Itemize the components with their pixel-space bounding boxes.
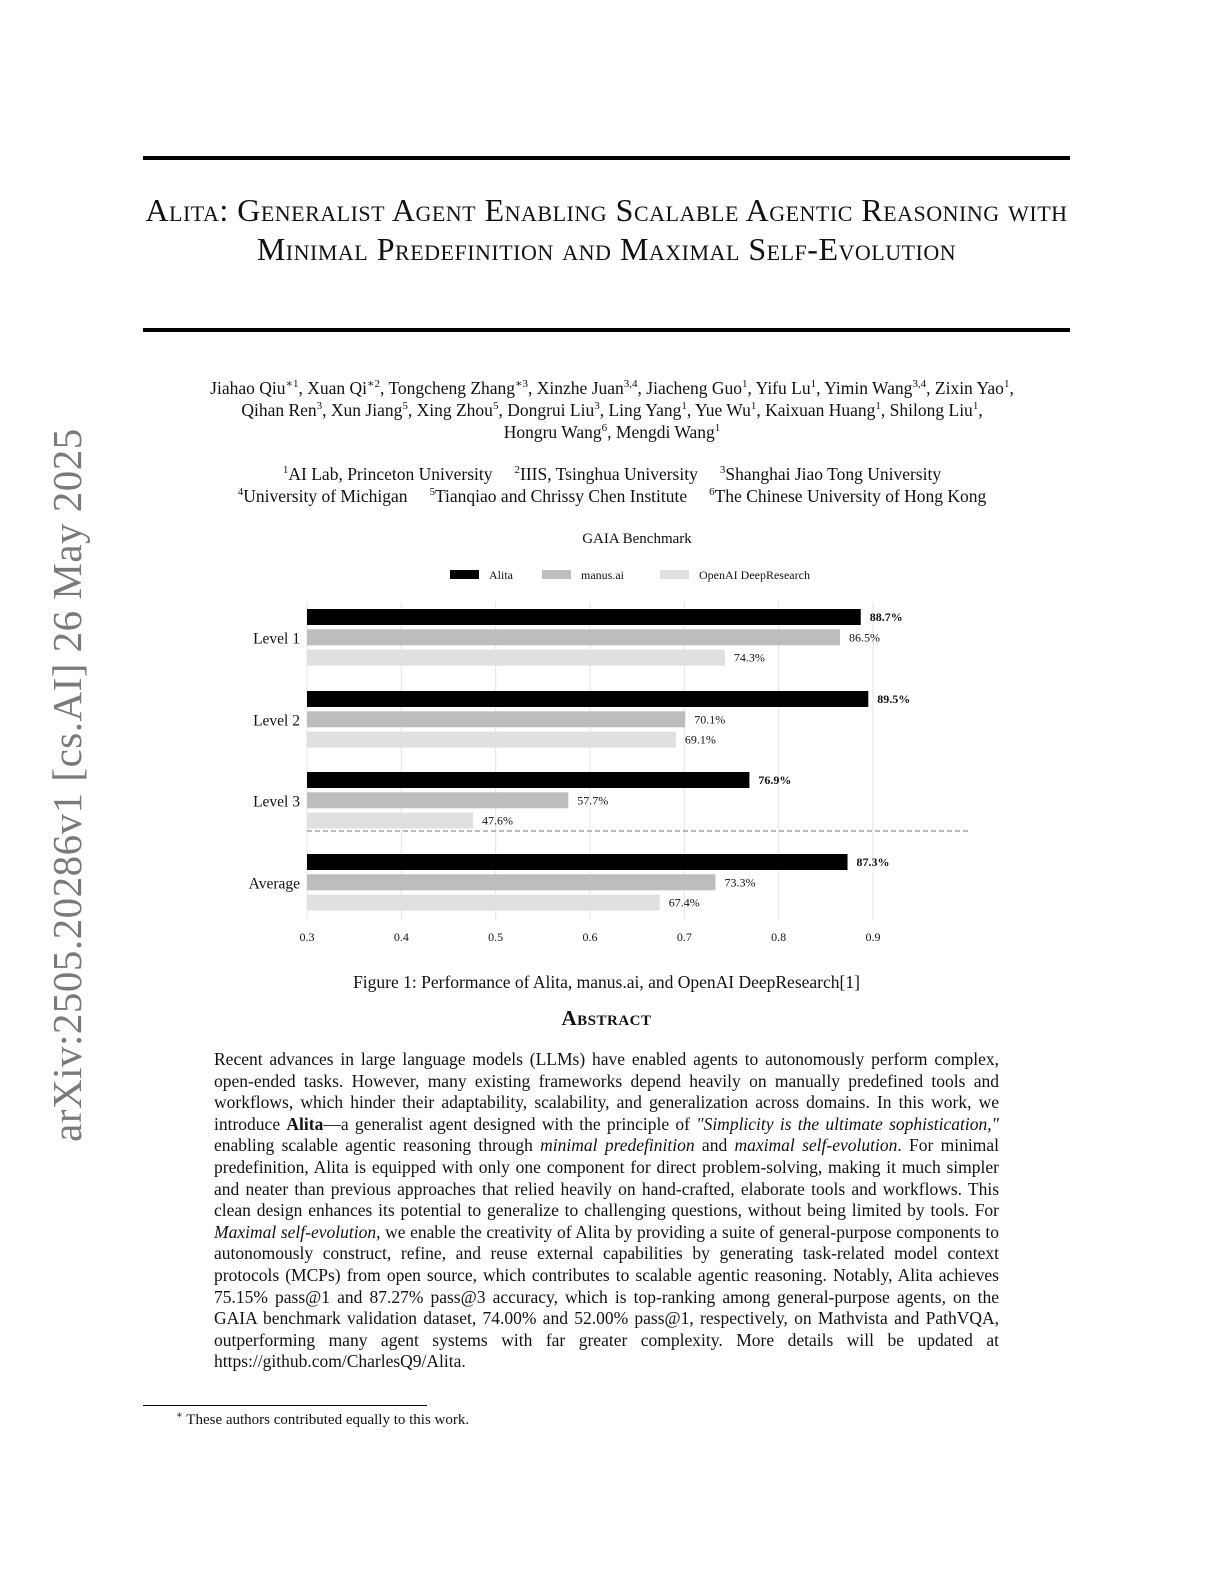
- author-affiliation-mark: 1: [681, 400, 687, 413]
- category-label: Level 2: [253, 712, 300, 730]
- x-tick-label: 0.5: [488, 930, 504, 944]
- footnote: [176, 1410, 469, 1429]
- author-affiliation-mark: 1: [972, 400, 979, 413]
- abstract-segment: Recent advances in large language models (LLMs) have enabled agents to autonomously perform complex, open-ended tasks. However, many existing frameworks depend heavily on manually predefined tools and workflows, which hinder their adaptability, scalability, and generalization across domains. In this work, we introduce: [214, 1049, 999, 1134]
- author-name: Shilong Liu: [889, 400, 973, 420]
- affiliation-number: 5: [429, 486, 435, 499]
- author-name: Dongrui Liu: [507, 400, 595, 420]
- x-tick-label: 0.4: [393, 930, 409, 944]
- data-label: 69.1%: [684, 732, 716, 747]
- author-affiliation-mark: 3,4: [623, 378, 638, 391]
- bar-manus-ai: [307, 874, 715, 890]
- affiliation-number: 1: [282, 464, 289, 477]
- author-affiliation-mark: ∗2: [367, 378, 381, 391]
- affiliation: [283, 464, 493, 484]
- abstract-segment: . For minimal predefinition, Alita is equipped with only one component for direct problem-solving, making it much simpler and neater than previous approaches that relied heavily on hand-crafted, elaborate tools and workflows. This clean design enhances its potential to generalize to challenging questions, without being limited by tools. For: [214, 1135, 999, 1221]
- data-label: 87.3%: [856, 855, 890, 869]
- bar-alita: [307, 609, 861, 625]
- author-affiliation-mark: 5: [402, 400, 408, 413]
- abstract-segment: enabling scalable agentic reasoning through: [214, 1135, 541, 1156]
- affiliation: [720, 464, 941, 484]
- author-list: Jiahao Qiu$^{∗1}$, Xuan $Qi^{∗2}$, Tongcheng Zhang$^{∗3}$, Xinzhe Juan$^{3,4}$, Jiacheng Guo$^1$, Yifu Lu$^1$, Yimin Wang$^{3,4}$, Zixin Yao$^1$, Qihan Ren$^3$, Xun Jiang$^5$, Xing Zhou$^5$, Dongrui Liu$^3$, Ling Yang$^1$, Yue Wu$^1$, Kaixuan Huang$^1$, Shilong Liu$^1$, Hongru Wang$^6$, Mengdi Wang$^1$: [210, 378, 1014, 442]
- author-affiliation-mark: 1: [810, 378, 817, 391]
- legend-label-2: OpenAI DeepResearch: [699, 568, 810, 582]
- affiliation-number: 4: [237, 486, 244, 499]
- category-label: Level 3: [253, 793, 300, 811]
- author-name: Xuan Qi: [307, 378, 368, 398]
- affiliation-list: [120, 463, 1104, 507]
- x-tick-label: 0.3: [299, 930, 315, 944]
- bar-openai-deepresearch: [307, 650, 725, 666]
- footnote-text: These authors contributed equally to this work.: [186, 1412, 470, 1428]
- author-name: Ling Yang: [608, 400, 682, 420]
- x-tick-label: 0.7: [676, 930, 692, 944]
- bar-alita: [307, 854, 848, 870]
- abstract-segment: and: [694, 1135, 735, 1156]
- affiliation-name: University of Michigan: [243, 486, 408, 506]
- bar-manus-ai: [307, 792, 568, 808]
- author-affiliation-mark: 3,4: [912, 378, 927, 391]
- affiliation-number: 3: [719, 464, 726, 477]
- legend-swatch-1: [542, 570, 571, 579]
- data-label: 67.4%: [668, 895, 700, 910]
- data-label: 76.9%: [758, 773, 792, 787]
- abstract-heading: Abstract: [561, 1006, 652, 1030]
- author-affiliation-mark: ∗1: [285, 378, 299, 391]
- author-affiliation-mark: 1: [714, 422, 721, 435]
- legend-swatch-2: [660, 570, 689, 579]
- bar-openai-deepresearch: [307, 813, 473, 829]
- x-tick-label: 0.8: [771, 930, 787, 944]
- affiliation-name: The Chinese University of Hong Kong: [714, 486, 987, 506]
- data-label: 73.3%: [724, 875, 756, 890]
- data-label: 74.3%: [733, 650, 765, 665]
- author-name: Xun Jiang: [330, 400, 403, 420]
- author-affiliation-mark: ∗3: [515, 378, 529, 391]
- author-affiliation-mark: 6: [601, 422, 608, 435]
- affiliation-number: 2: [514, 464, 521, 477]
- affiliation: [429, 486, 687, 506]
- abstract-segment: —a generalist agent designed with the principle of: [323, 1113, 697, 1134]
- abstract-emphasis: minimal predefinition: [540, 1135, 695, 1156]
- category-label: Level 1: [253, 630, 300, 648]
- author-affiliation-mark: 1: [742, 378, 748, 391]
- affiliation-name: Tianqiao and Chrissy Chen Institute: [434, 486, 688, 506]
- data-label: 89.5%: [877, 692, 911, 706]
- affiliation-name: Shanghai Jiao Tong University: [725, 464, 942, 484]
- bar-openai-deepresearch: [307, 895, 660, 911]
- bar-openai-deepresearch: [307, 732, 676, 748]
- affiliation-number: 6: [709, 486, 715, 499]
- data-label: 47.6%: [482, 813, 514, 828]
- bar-alita: [307, 772, 749, 788]
- affiliation-name: IIIS, Tsinghua University: [520, 464, 698, 484]
- author-affiliation-mark: 1: [750, 400, 757, 413]
- chart-title: GAIA Benchmark: [582, 531, 692, 547]
- author-name: Qihan Ren: [241, 400, 317, 420]
- data-label: 57.7%: [577, 793, 609, 808]
- data-label: 86.5%: [848, 630, 880, 645]
- author-name: Yimin Wang: [824, 378, 913, 398]
- legend-label-0: Alita: [489, 568, 513, 582]
- author-name: Yue Wu: [695, 400, 751, 420]
- arxiv-identifier-stamp: [12, 428, 122, 1142]
- author-name: Jiacheng Guo: [646, 378, 743, 398]
- author-name: Hongru Wang: [503, 422, 602, 442]
- author-affiliation-mark: 3: [594, 400, 600, 413]
- x-tick-label: 0.9: [865, 930, 881, 944]
- data-label: 88.7%: [869, 610, 903, 624]
- abstract-emphasis: "Simplicity is the ultimate sophistication,": [696, 1113, 999, 1134]
- author-name: Xing Zhou: [416, 400, 493, 420]
- author-name: Tongcheng Zhang: [388, 378, 516, 398]
- category-label: Average: [248, 875, 300, 893]
- author-name: Yifu Lu: [755, 378, 811, 398]
- abstract-text: [214, 1049, 999, 1373]
- author-name: Jiahao Qiu: [210, 378, 286, 398]
- author-affiliation-mark: 1: [1003, 378, 1010, 391]
- author-name: Zixin Yao: [934, 378, 1004, 398]
- affiliation: [515, 464, 698, 484]
- bar-manus-ai: [307, 629, 840, 645]
- x-tick-label: 0.6: [582, 930, 598, 944]
- title-top-rule: [143, 156, 1070, 160]
- abstract-emphasis: Maximal self-evolution: [214, 1221, 377, 1242]
- author-affiliation-mark: 3: [316, 400, 323, 413]
- author-name: Mengdi Wang: [615, 422, 715, 442]
- paper-title: Alita: Generalist Agent Enabling Scalable Agentic Reasoning with Minimal Predefinition and Maximal Self-Evolution: [145, 192, 1068, 267]
- abstract-emphasis: Alita: [286, 1113, 324, 1134]
- bar-manus-ai: [307, 711, 685, 727]
- footnote-mark: ∗: [176, 1410, 183, 1421]
- legend-swatch-0: [450, 570, 479, 579]
- footnote-rule: [143, 1405, 427, 1406]
- arxiv-identifier-text: arXiv:2505.20286v1 [cs.AI] 26 May 2025: [44, 428, 90, 1142]
- gaia-benchmark-chart: [220, 520, 980, 955]
- affiliation: [709, 486, 986, 506]
- data-label: 70.1%: [694, 712, 726, 727]
- author-affiliation-mark: 1: [875, 400, 881, 413]
- affiliation: [238, 486, 408, 506]
- author-name: Xinzhe Juan: [536, 378, 624, 398]
- author-affiliation-mark: 5: [492, 400, 499, 413]
- abstract-segment: , we enable the creativity of Alita by providing a suite of general-purpose components to autonomously construct, refine, and reuse external capabilities by generating task-related model context protocols (MCPs) from open source, which contributes to scalable agentic reasoning. Notably, Alita achieves 75.15% pass@1 and 87.27% pass@3 accuracy, which is top-ranking among general-purpose agents, on the GAIA benchmark validation dataset, 74.00% and 52.00% pass@1, respectively, on Mathvista and PathVQA, outperforming many agent systems with far greater complexity. More details will be updated at https://github.com/CharlesQ9/Alita.: [214, 1221, 999, 1372]
- affiliation-name: AI Lab, Princeton University: [288, 464, 493, 484]
- abstract-emphasis: maximal self-evolution: [734, 1135, 898, 1156]
- title-bottom-rule: [143, 328, 1070, 332]
- bar-alita: [307, 691, 868, 707]
- figure-caption: Figure 1: Performance of Alita, manus.ai, and OpenAI DeepResearch[1]: [353, 972, 860, 992]
- author-name: Kaixuan Huang: [765, 400, 876, 420]
- legend-label-1: manus.ai: [581, 568, 624, 582]
